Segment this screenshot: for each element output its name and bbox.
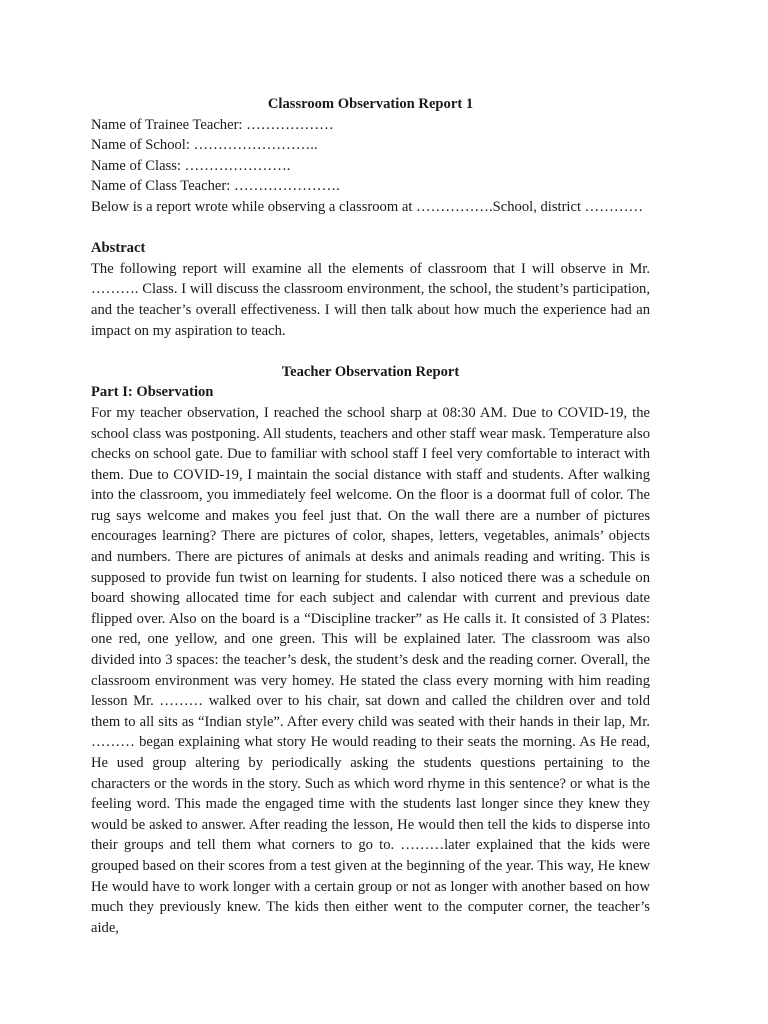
abstract-paragraph: The following report will examine all the elements of classroom that I will observe in Mr. ………. Class. I will discuss the classroom environment, the school, the student’s participation, and the teacher’s overall effectiveness. I will then talk about how much the experience had an impact on my aspiration to teach.	[91, 260, 650, 339]
info-block	[91, 115, 650, 218]
location-line: Below is a report wrote while observing a classroom at …………….School, district …………	[91, 198, 644, 215]
part1-heading: Part I: Observation	[91, 384, 214, 401]
class-teacher-line: Name of Class Teacher: ………………….	[91, 178, 340, 195]
abstract-heading: Abstract	[91, 240, 146, 257]
report-title: Classroom Observation Report 1	[267, 96, 474, 112]
section-title: Teacher Observation Report	[281, 363, 460, 380]
part1-paragraph: For my teacher observation, I reached the school sharp at 08:30 AM. Due to COVID-19, the school class was postponing. All students, teachers and other staff wear mask. Temperature also checks on school gate. Due to familiar with school staff I feel very comfortable to interact with them. Due to COVID-19, I maintain the social distance with staff and students. After walking into the classroom, you immediately feel welcome. On the floor is a doormat full of color. The rug says welcome and makes you feel just that. On the wall there are a number of pictures encourages learning? There are pictures of color, shapes, letters, vegetables, animals’ objects and numbers. There are pictures of animals at desks and animals reading and writing. This is supposed to provide fun twist on learning for students. I also noticed there was a schedule on board showing allocated time for each subject and calendar with current and previous date flipped over. Also on the board is a “Discipline tracker” as He calls it. It consisted of 3 Plates: one red, one yellow, and one green. This will be explained later. The classroom was also divided into 3 spaces: the teacher’s desk, the student’s desk and the reading corner. Overall, the classroom environment was very homey. He stated the class every morning with him reading lesson Mr. ……… walked over to his chair, sat down and called the children over and told them to all sits as “Indian style”. After every child was seated with their hands in their lap, Mr. ……… began explaining what story He would reading to their seats the morning. As He read, He used group altering by periodically asking the students questions pertaining to the characters or the words in the story. Such as which word rhyme in this sentence? or what is the feeling word. This made the engaged time with the students last longer since they knew they would be asked to answer. After reading the lesson, He would then tell the kids to disperse into their groups and tell them what corners to go to. ………later explained that the kids were grouped based on their scores from a test given at the beginning of the year. This way, He knew He would have to work longer with a certain group or not as longer with another based on how much they previously knew. The kids then either went to the computer corner, the teacher’s aide,	[91, 404, 650, 936]
class-line: Name of Class: ………………….	[91, 157, 291, 174]
trainee-teacher-line: Name of Trainee Teacher: ………………	[91, 116, 334, 133]
school-line: Name of School: ……………………..	[91, 137, 318, 154]
spacer	[91, 218, 650, 239]
spacer	[91, 341, 650, 362]
